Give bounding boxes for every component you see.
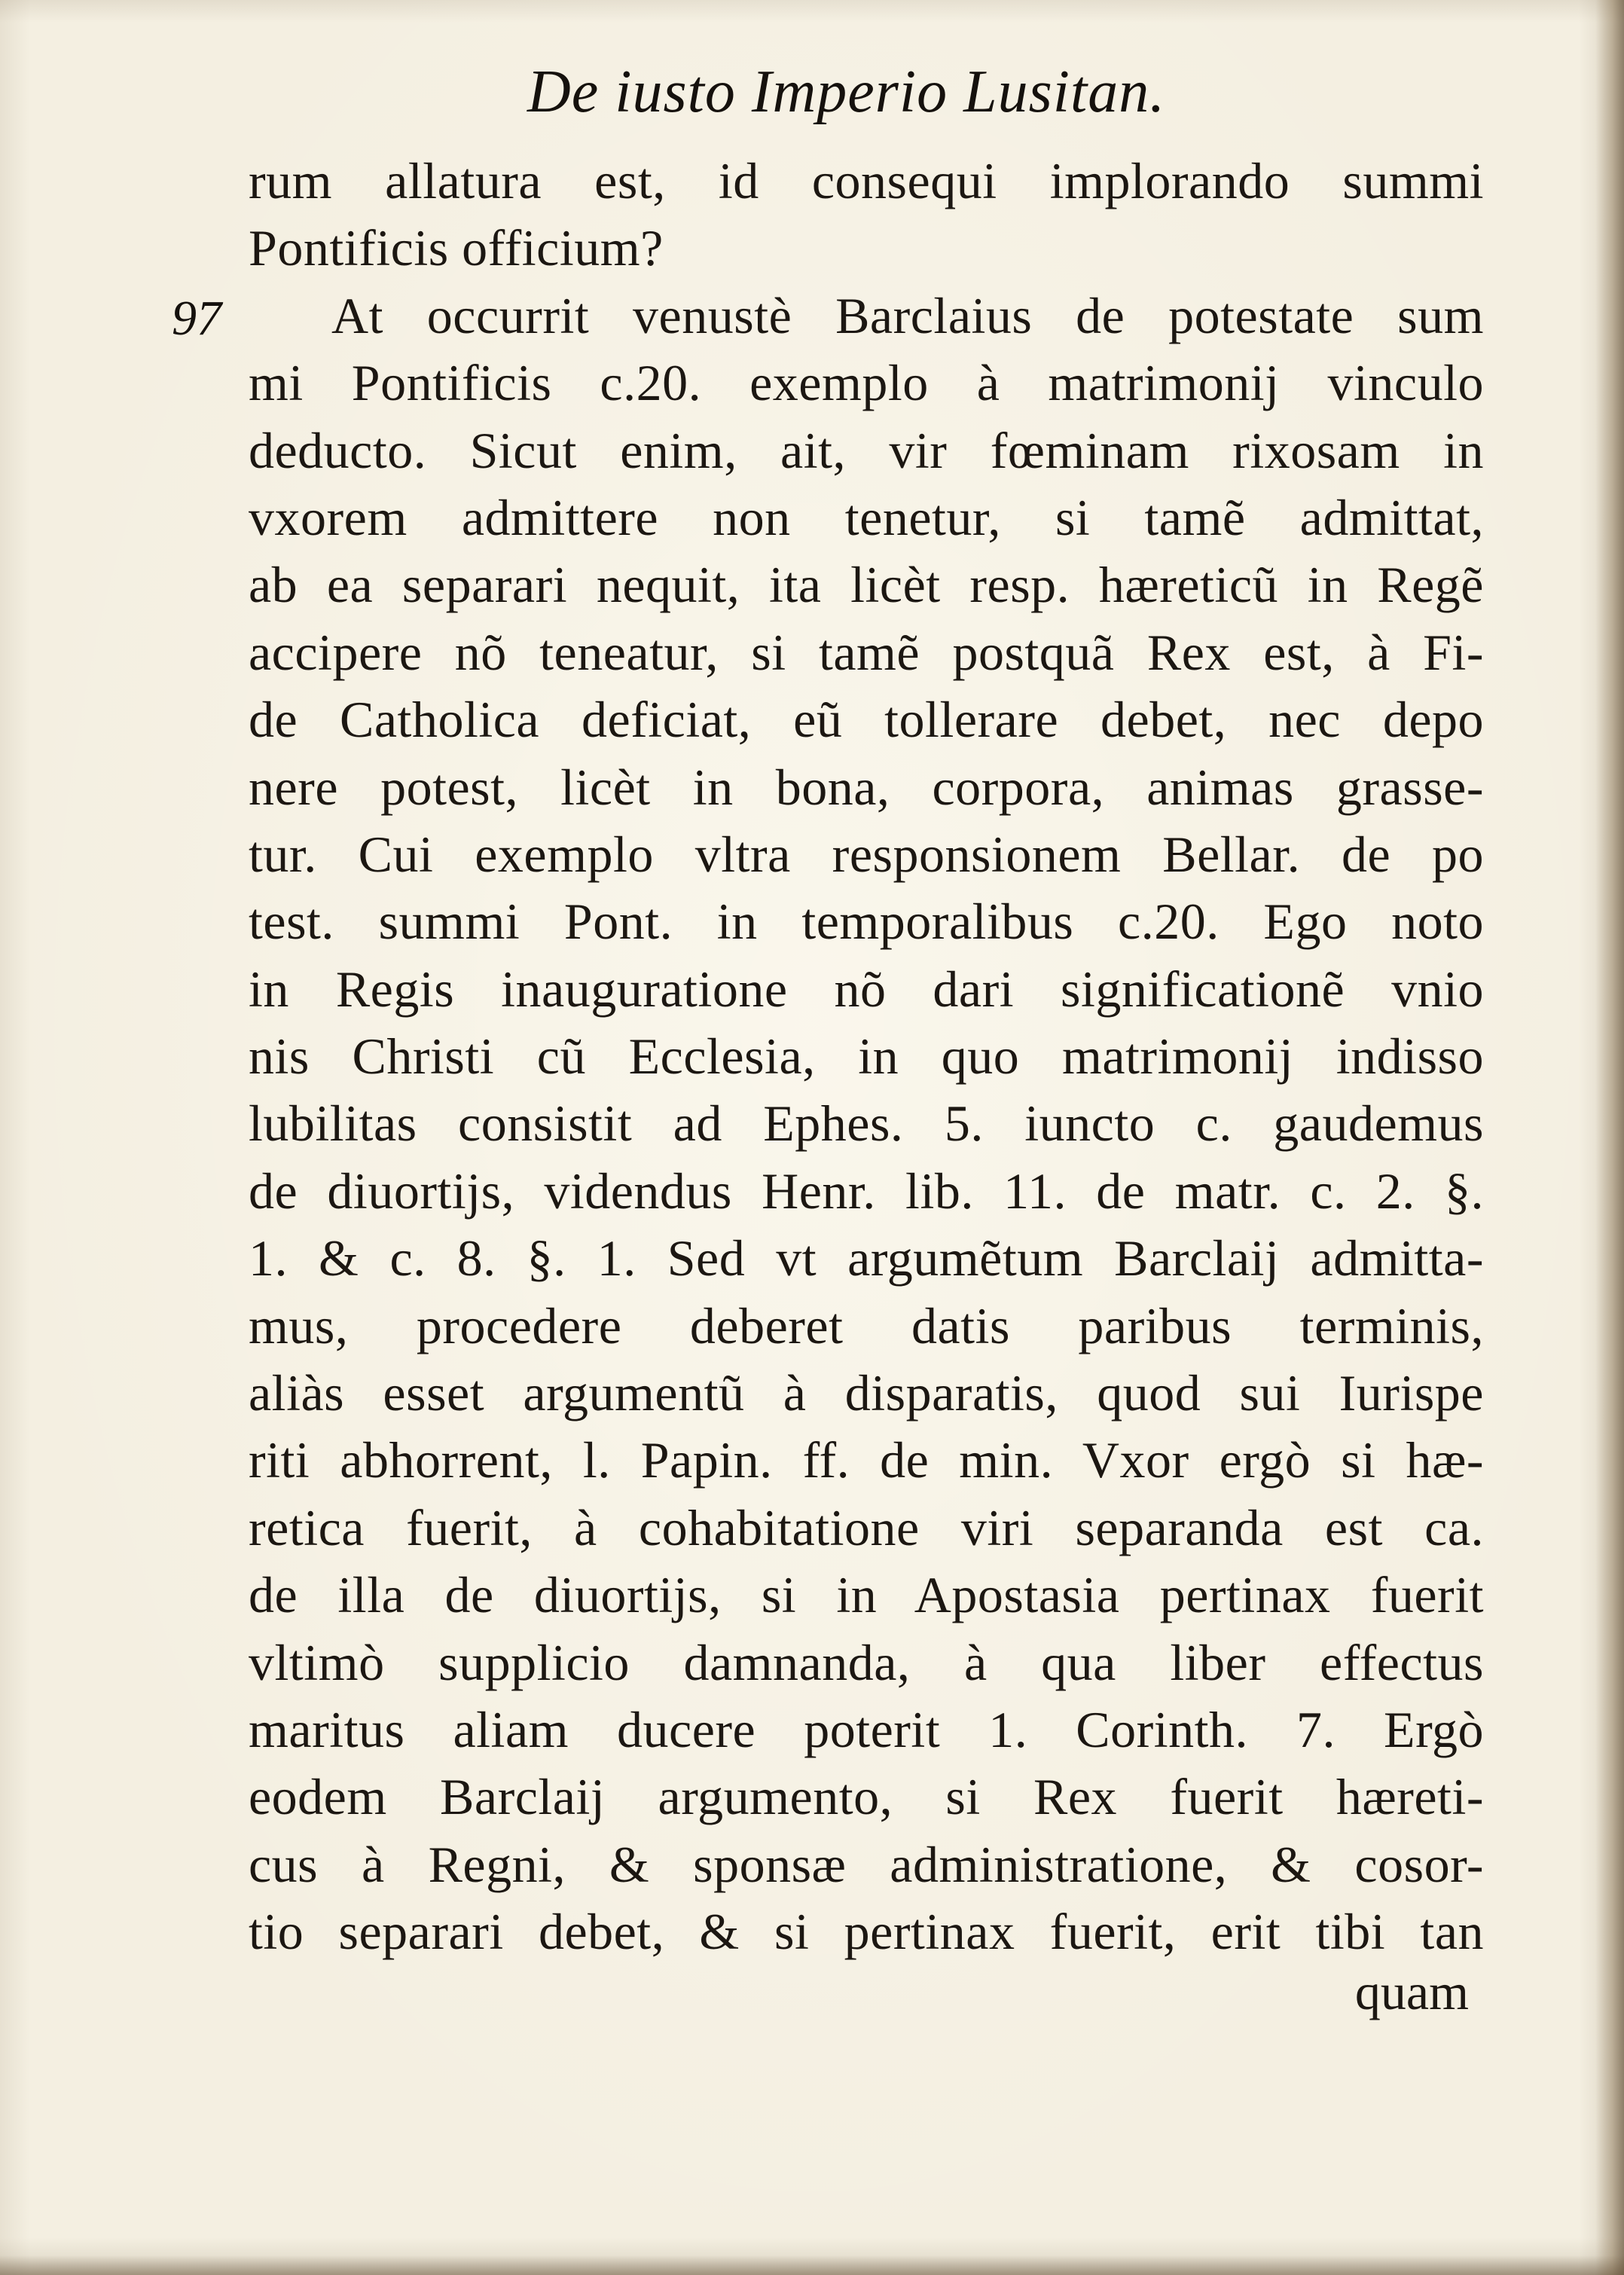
text-line: mus, procedere deberet datis paribus terminis, (249, 1296, 1484, 1354)
page-binding-edge (1595, 0, 1624, 2275)
text-line: nis Christi cũ Ecclesia, in quo matrimonij indisso (249, 1028, 1484, 1086)
text-line: de Catholica deficiat, eũ tollerare debet, nec depo (249, 691, 1484, 749)
body-text (249, 148, 1484, 1966)
text-line: lubilitas consistit ad Ephes. 5. iuncto c. gaudemus (249, 1095, 1484, 1153)
text-line: aliàs esset argumentũ à disparatis, quod sui Iurispe (249, 1364, 1484, 1422)
text-line: deducto. Sicut enim, ait, vir fœminam rixosam in (249, 421, 1484, 479)
text-line: mi Pontificis c.20. exemplo à matrimonij vinculo (249, 354, 1484, 412)
page-bottom-edge (0, 2255, 1624, 2275)
text-line: eodem Barclaij argumento, si Rex fuerit hæreti- (249, 1768, 1484, 1826)
text-line: accipere nõ teneatur, si tamẽ postquã Rex est, à Fi- (249, 623, 1484, 681)
text-line: retica fuerit, à cohabitatione viri separanda est ca. (249, 1498, 1484, 1556)
text-line: riti abhorrent, l. Papin. ff. de min. Vxor ergò si hæ- (249, 1431, 1484, 1489)
marginal-paragraph-number: 97 (172, 291, 221, 346)
text-line: ab ea separari nequit, ita licèt resp. hæreticũ in Regẽ (249, 556, 1484, 614)
text-line: Pontificis officium? (249, 219, 664, 277)
text-line: de illa de diuortijs, si in Apostasia pertinax fuerit (249, 1566, 1484, 1624)
text-line: vltimò supplicio damnanda, à qua liber effectus (249, 1633, 1484, 1691)
text-line: vxorem admittere non tenetur, si tamẽ admittat, (249, 488, 1484, 546)
text-line: maritus aliam ducere poterit 1. Corinth. 7. Ergò (249, 1700, 1484, 1758)
text-line: nere potest, licèt in bona, corpora, animas grasse- (249, 758, 1484, 816)
text-line: tio separari debet, & si pertinax fuerit, erit tibi tan (249, 1903, 1484, 1961)
text-line: rum allatura est, id consequi implorando summi (249, 152, 1484, 209)
running-head: De iusto Imperio Lusitan. (527, 59, 1166, 125)
text-line: test. summi Pont. in temporalibus c.20. Ego noto (249, 893, 1484, 951)
text-line: tur. Cui exemplo vltra responsionem Bellar. de po (249, 825, 1484, 883)
text-line: cus à Regni, & sponsæ administratione, & cosor- (249, 1835, 1484, 1893)
catchword: quam (1354, 1963, 1469, 2020)
text-line: At occurrit venustè Barclaius de potestate sum (331, 286, 1484, 344)
text-line: de diuortijs, videndus Henr. lib. 11. de matr. c. 2. §. (249, 1162, 1484, 1220)
text-line: in Regis inauguratione nõ dari significationẽ vnio (249, 960, 1484, 1018)
text-line: 1. & c. 8. §. 1. Sed vt argumẽtum Barclaij admitta- (249, 1229, 1484, 1287)
